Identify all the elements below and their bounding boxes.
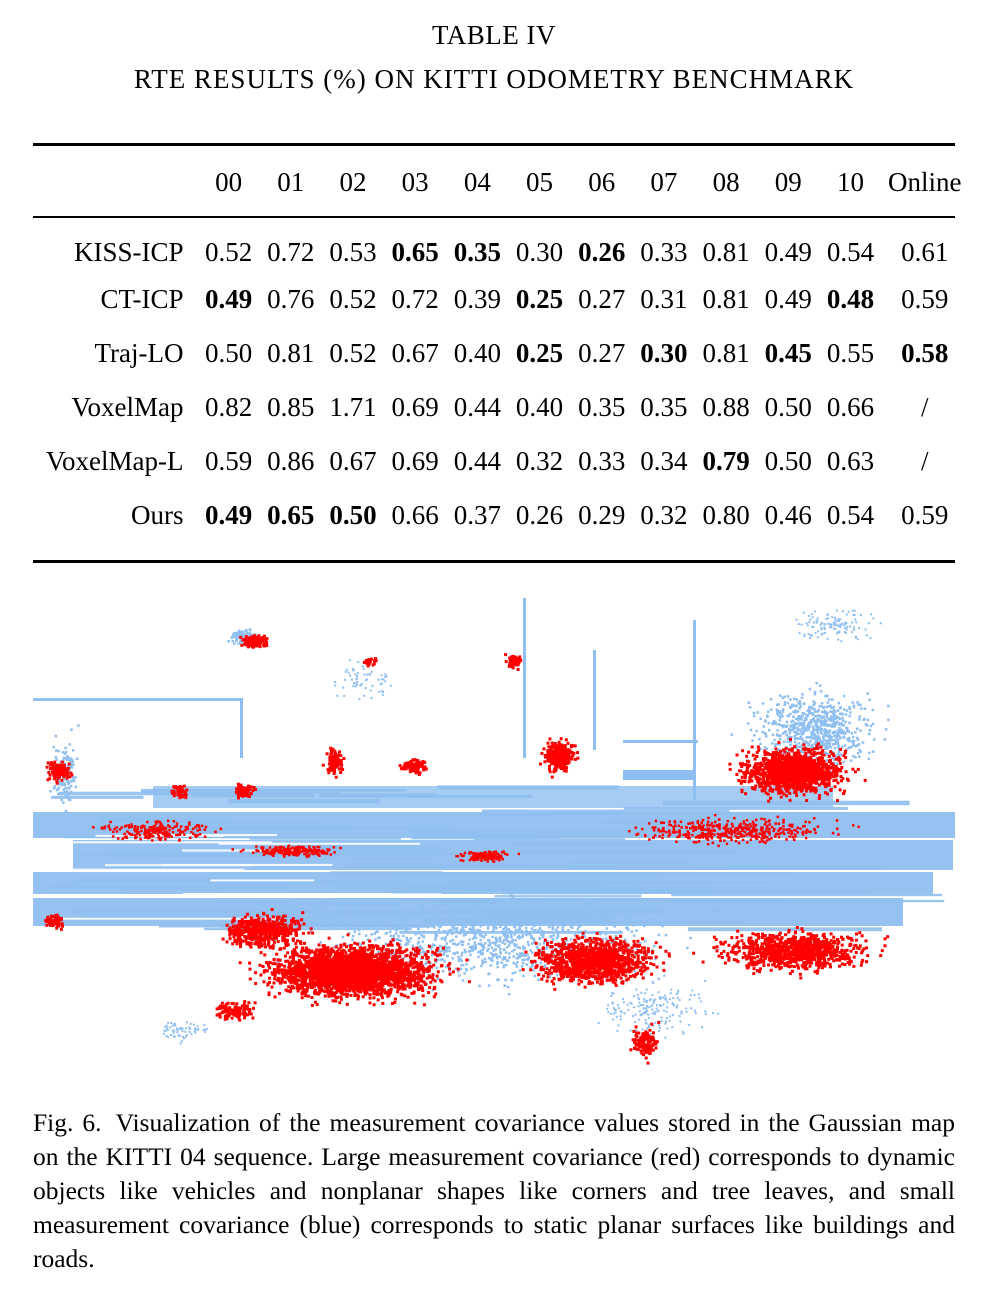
- table-cell: 0.79: [702, 445, 750, 476]
- table-cell: 0.50: [764, 391, 812, 422]
- table-cell: 1.71: [329, 391, 377, 422]
- table-cell: 0.27: [578, 283, 626, 314]
- table-cell: 0.81: [702, 236, 750, 267]
- column-header: 07: [650, 166, 678, 197]
- table-cell: 0.63: [826, 445, 875, 476]
- table-cell: 0.25: [515, 337, 564, 368]
- table-cell: 0.44: [453, 445, 501, 476]
- table-cell: 0.61: [901, 236, 949, 267]
- table-cell: 0.66: [826, 391, 875, 422]
- table-cell: 0.52: [329, 283, 377, 314]
- method-name: KISS-ICP: [73, 236, 184, 267]
- table-cell: 0.33: [640, 236, 688, 267]
- column-header: 09: [774, 166, 802, 197]
- table-cell: 0.30: [515, 236, 564, 267]
- table-row: [33, 380, 968, 434]
- table-cell: 0.59: [901, 283, 949, 314]
- table-cell: 0.81: [702, 337, 750, 368]
- method-name: Ours: [131, 499, 184, 530]
- caption-text: Visualization of the measurement covariance values stored in the Gaussian map on the KITTI 04 sequence. Large measurement covariance (red) corresponds to dynamic objects like vehicles and nonplanar shapes like corners and tree leaves, and small measurement covariance (blue) corresponds to static planar surfaces like buildings and roads.: [33, 1108, 955, 1273]
- table-cell: 0.33: [578, 445, 626, 476]
- table-header-row: [33, 146, 968, 218]
- table-cell: 0.49: [204, 499, 253, 530]
- table-cell: 0.54: [826, 236, 875, 267]
- table-cell: 0.69: [391, 445, 439, 476]
- table-cell: 0.49: [764, 236, 812, 267]
- table-cell: 0.31: [640, 283, 688, 314]
- table-cell: 0.32: [640, 499, 688, 530]
- table-cell: 0.39: [453, 283, 501, 314]
- table-cell: 0.45: [764, 337, 812, 368]
- table-cell: 0.54: [826, 499, 875, 530]
- table-label: TABLE IV: [431, 20, 557, 50]
- column-header: 05: [526, 166, 554, 197]
- column-header: 06: [588, 166, 616, 197]
- table-cell: 0.59: [204, 445, 253, 476]
- low-covariance-points: [33, 598, 955, 1045]
- table-cell: 0.27: [578, 337, 626, 368]
- table-cell: 0.65: [267, 499, 315, 530]
- table-cell: 0.86: [267, 445, 315, 476]
- column-header: 02: [339, 166, 367, 197]
- rte-results-table: [33, 146, 968, 542]
- column-header: 01: [277, 166, 305, 197]
- table-cell: 0.85: [267, 391, 315, 422]
- table-cell: 0.67: [391, 337, 439, 368]
- table-cell: 0.37: [453, 499, 501, 530]
- table-cell: 0.44: [453, 391, 501, 422]
- table-row: [33, 218, 968, 272]
- table-cell: 0.50: [204, 337, 253, 368]
- table-row: [33, 272, 968, 326]
- table-cell: 0.49: [204, 283, 253, 314]
- column-header: 03: [401, 166, 429, 197]
- table-cell: 0.25: [515, 283, 564, 314]
- table-cell: 0.40: [515, 391, 564, 422]
- table-cell: 0.81: [267, 337, 315, 368]
- table-bottom-rule: [33, 560, 955, 563]
- table-cell: 0.58: [901, 337, 949, 368]
- table-cell: 0.35: [453, 236, 501, 267]
- table-cell: 0.46: [764, 499, 812, 530]
- table-cell: 0.53: [329, 236, 377, 267]
- column-header: Online: [888, 166, 962, 197]
- table-cell: 0.30: [640, 337, 688, 368]
- table-cell: 0.26: [578, 236, 626, 267]
- table-cell: 0.50: [764, 445, 812, 476]
- table-row: [33, 488, 968, 542]
- table-cell: 0.40: [453, 337, 501, 368]
- table-cell: 0.32: [515, 445, 564, 476]
- table-cell: 0.35: [640, 391, 688, 422]
- column-header: 04: [463, 166, 491, 197]
- table-cell: 0.50: [329, 499, 377, 530]
- column-header: 00: [215, 166, 243, 197]
- table-cell: 0.35: [578, 391, 626, 422]
- method-name: VoxelMap-L: [46, 445, 184, 476]
- table-cell: 0.26: [515, 499, 564, 530]
- table-cell: 0.69: [391, 391, 439, 422]
- table-cell: 0.88: [702, 391, 750, 422]
- table-cell: 0.81: [702, 283, 750, 314]
- table-row: [33, 326, 968, 380]
- table-cell: /: [921, 391, 929, 422]
- table-cell: 0.72: [267, 236, 315, 267]
- table-cell: 0.34: [640, 445, 688, 476]
- covariance-map-figure: [33, 590, 955, 1080]
- table-row: [33, 434, 968, 488]
- table-cell: 0.59: [901, 499, 949, 530]
- table-title: RTE RESULTS (%) ON KITTI ODOMETRY BENCHMARK: [133, 64, 855, 94]
- figure-caption: [33, 1106, 955, 1276]
- column-header: 08: [712, 166, 740, 197]
- caption-label: Fig. 6.: [33, 1108, 102, 1137]
- table-cell: 0.55: [826, 337, 875, 368]
- table-cell: 0.52: [329, 337, 377, 368]
- table-cell: 0.67: [329, 445, 377, 476]
- table-cell: /: [921, 445, 929, 476]
- method-name: Traj-LO: [94, 337, 184, 368]
- table-cell: 0.80: [702, 499, 750, 530]
- table-cell: 0.76: [267, 283, 315, 314]
- column-header: [33, 146, 198, 218]
- table-cell: 0.66: [391, 499, 439, 530]
- method-name: CT-ICP: [100, 283, 184, 314]
- column-header: 10: [836, 166, 864, 197]
- table-cell: 0.82: [204, 391, 253, 422]
- table-cell: 0.48: [826, 283, 875, 314]
- table-cell: 0.72: [391, 283, 439, 314]
- method-name: VoxelMap: [71, 391, 184, 422]
- table-cell: 0.52: [204, 236, 253, 267]
- table-cell: 0.49: [764, 283, 812, 314]
- table-cell: 0.65: [391, 236, 439, 267]
- table-cell: 0.29: [578, 499, 626, 530]
